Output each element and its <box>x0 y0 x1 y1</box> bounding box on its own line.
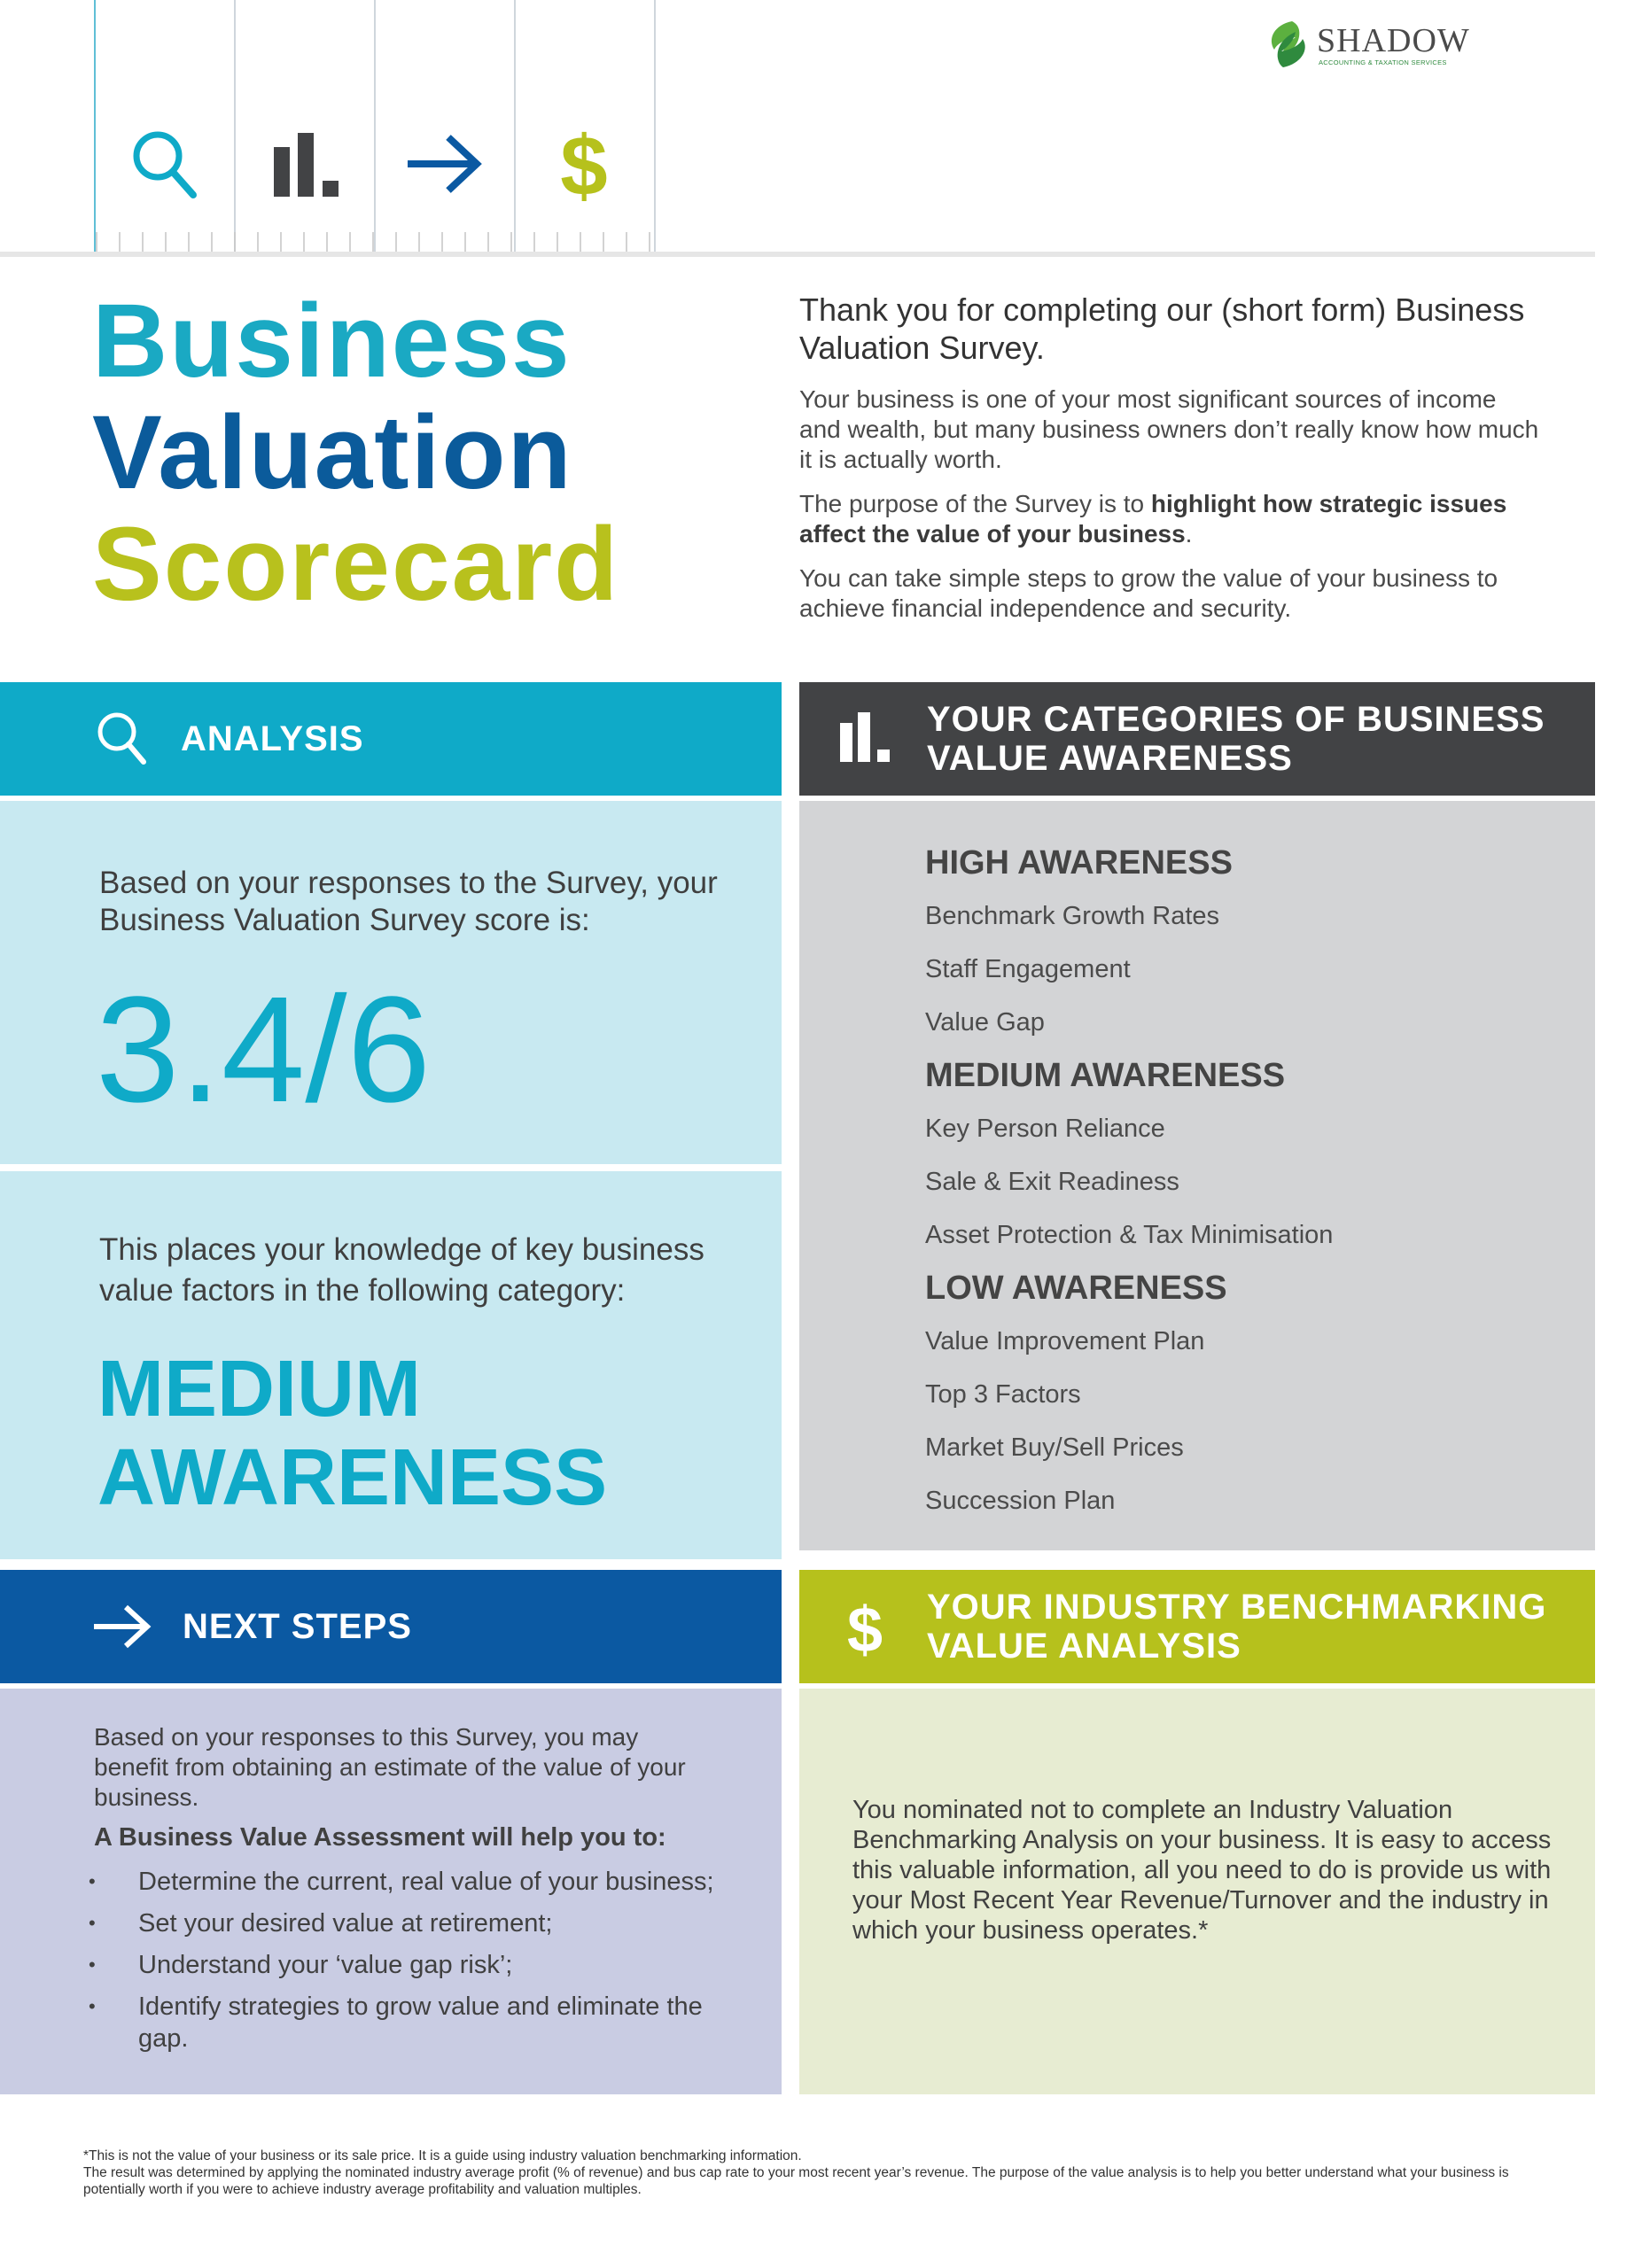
categories-panel <box>799 801 1595 1550</box>
list-item: Asset Protection & Tax Minimisation <box>925 1221 1334 1249</box>
awareness-intro: This places your knowledge of key business value factors in the following category: <box>99 1232 704 1308</box>
list-item: • Set your desired value at retirement; <box>94 1907 767 1939</box>
industry-text: You nominated not to complete an Industry Valuation Benchmarking Analysis on your business. It is easy to access this valuable information, all you need to do is provide us with your Most Recent Year Revenue/Turnover and the industry in which your business operates.* <box>852 1796 1552 1945</box>
ruler-line <box>94 0 96 255</box>
next-steps-header <box>0 1570 782 1683</box>
next-steps-heading: NEXT STEPS <box>183 1607 412 1646</box>
divider <box>0 252 1595 257</box>
ruler-line <box>514 0 516 255</box>
analysis-header <box>0 682 782 796</box>
dollar-icon <box>544 124 624 204</box>
logo-wordmark: SHADOW <box>1317 22 1470 59</box>
title-line-3: Scorecard <box>92 506 620 623</box>
arrow-right-icon <box>92 1596 152 1657</box>
arrow-right-icon <box>404 124 484 204</box>
score-panel <box>0 801 782 1164</box>
ruler-line <box>374 0 376 255</box>
industry-header <box>799 1570 1595 1683</box>
categories-header <box>799 682 1595 796</box>
score-intro: Based on your responses to the Survey, your Business Valuation Survey score is: <box>99 866 718 937</box>
category-list <box>925 836 1333 1527</box>
next-steps-lead: A Business Value Assessment will help you to: <box>94 1823 666 1852</box>
score-value: 3.4/6 <box>96 966 432 1134</box>
list-item: • Determine the current, real value of your business; <box>94 1866 767 1898</box>
search-icon <box>92 709 152 769</box>
intro-text <box>799 291 1544 638</box>
analysis-heading: ANALYSIS <box>181 719 364 758</box>
category-heading-medium: MEDIUM AWARENESS <box>925 1057 1286 1094</box>
title-line-1: Business <box>92 283 572 400</box>
logo-tagline: ACCOUNTING & TAXATION SERVICES <box>1319 58 1447 66</box>
search-icon <box>124 124 204 204</box>
category-heading-high: HIGH AWARENESS <box>925 844 1233 882</box>
list-item: Benchmark Growth Rates <box>925 902 1220 930</box>
title-line-2: Valuation <box>92 394 573 511</box>
list-item: Staff Engagement <box>925 955 1131 983</box>
list-item: • Identify strategies to grow value and eliminate the gap. <box>94 1991 714 2054</box>
industry-panel <box>799 1689 1595 2094</box>
bar-chart-icon <box>271 124 351 204</box>
list-item: Succession Plan <box>925 1487 1116 1515</box>
footnote: *This is not the value of your business or its sale price. It is a guide using industry valuation benchmarking information. The result was determined by applying the nominated industry average profit (% of revenue) and bus cap rate to your most recent year’s revenue. The purpose of the value analysis is to help you better understand what your business is potentially worth if you were to achieve industry average profitability and valuation multiples. <box>83 2148 1509 2197</box>
category-heading-low: LOW AWARENESS <box>925 1270 1227 1307</box>
next-steps-list <box>94 1866 767 2054</box>
industry-heading: YOUR INDUSTRY BENCHMARKING VALUE ANALYSIS <box>927 1588 1547 1666</box>
list-item: Top 3 Factors <box>925 1380 1081 1409</box>
svg-text:$: $ <box>560 124 608 204</box>
list-item: Key Person Reliance <box>925 1115 1165 1143</box>
awareness-category: MEDIUM AWARENESS <box>97 1345 608 1522</box>
list-item: Sale & Exit Readiness <box>925 1168 1179 1196</box>
company-logo <box>1265 16 1469 73</box>
next-steps-intro: Based on your responses to this Survey, you may benefit from obtaining an estimate of the value of your business. <box>94 1723 686 1811</box>
ruler-line <box>654 0 656 255</box>
list-item: Market Buy/Sell Prices <box>925 1433 1184 1462</box>
intro-paragraph: You can take simple steps to grow the value of your business to achieve financial independence and security. <box>799 564 1498 622</box>
intro-paragraph: Your business is one of your most significant sources of income and wealth, but many business owners don’t really know how much it is actually worth. <box>799 385 1539 473</box>
list-item: Value Gap <box>925 1008 1045 1037</box>
categories-heading: YOUR CATEGORIES OF BUSINESS VALUE AWARENESS <box>927 700 1545 778</box>
ruler-line <box>234 0 236 255</box>
intro-lead: Thank you for completing our (short form) Business Valuation Survey. <box>799 291 1525 366</box>
list-item: Value Improvement Plan <box>925 1327 1205 1355</box>
awareness-panel <box>0 1171 782 1559</box>
bar-chart-icon <box>838 709 899 769</box>
dollar-icon <box>838 1596 899 1657</box>
list-item: • Understand your ‘value gap risk’; <box>94 1949 767 1981</box>
intro-purpose: The purpose of the Survey is to highlight how strategic issues affect the value of your business. <box>799 490 1507 548</box>
next-steps-panel <box>0 1689 782 2094</box>
svg-text:$: $ <box>846 1596 883 1657</box>
logo-mark-icon <box>1265 18 1311 71</box>
